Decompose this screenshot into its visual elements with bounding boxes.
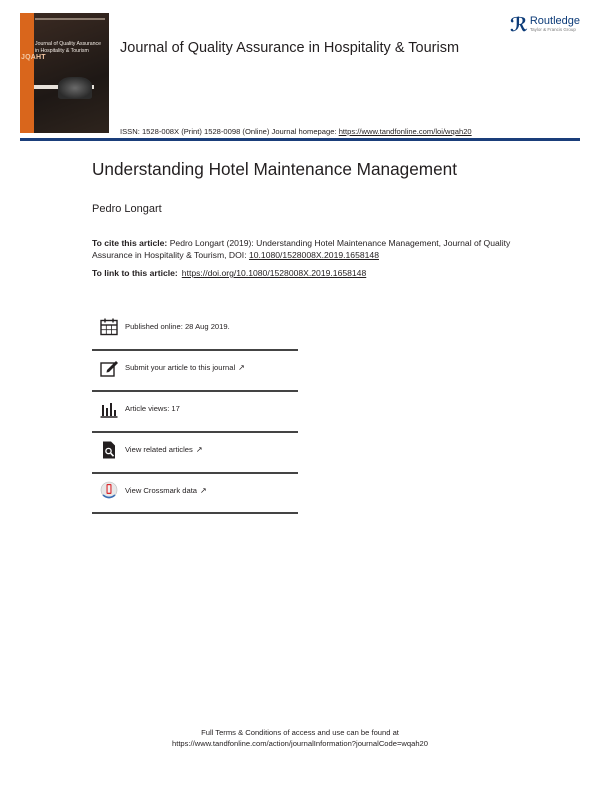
article-link-line [92,268,366,278]
crossmark-label[interactable]: View Crossmark data ↗ [125,486,207,495]
article-title: Understanding Hotel Maintenance Management [92,159,457,179]
submit-article-label[interactable]: Submit your article to this journal ↗ [125,363,245,372]
cover-logo: JQAHT [21,54,46,61]
related-articles-item[interactable] [92,435,298,475]
link-label: To link to this article: [92,268,178,278]
cite-label: To cite this article: [92,238,168,248]
cite-text: Pedro Longart (2019): Understanding Hotel Maintenance Management, Journal of Quality Assurance in Hospitality & Tourism, DOI: [92,238,511,260]
crossmark-item[interactable] [92,476,298,516]
routledge-icon: ℛ [510,15,528,36]
journal-title: Journal of Quality Assurance in Hospitality & Tourism [120,40,460,56]
bar-chart-icon [99,399,119,419]
calendar-icon [99,317,119,337]
journal-homepage-link[interactable]: https://www.tandfonline.com/loi/wqah20 [338,127,472,136]
related-articles-icon [99,440,119,460]
publisher-tagline: Taylor & Francis Group [529,27,576,32]
article-views-label: Article views: 17 [125,404,180,413]
external-link-icon: ↗ [195,445,203,454]
item-divider [92,349,298,351]
item-divider [92,512,298,514]
article-doi-link[interactable]: https://doi.org/10.1080/1528008X.2019.1658148 [181,268,367,278]
cover-title: Journal of Quality Assurance in Hospitality & Tourism [35,41,102,54]
item-divider [92,390,298,392]
header-divider [20,138,580,141]
published-online-item [92,312,298,352]
issn-text: ISSN: 1528-008X (Print) 1528-0098 (Online) Journal homepage: [120,127,337,136]
related-articles-label[interactable]: View related articles ↗ [125,445,203,454]
journal-cover-image [20,13,109,133]
article-views-item [92,394,298,434]
citation-block [92,238,532,261]
article-author: Pedro Longart [92,203,162,215]
submit-article-item[interactable] [92,353,298,393]
issn-line [120,127,472,136]
publisher-logo [510,16,580,35]
external-link-icon: ↗ [238,363,245,372]
footer-line-1: Full Terms & Conditions of access and use can be found at [201,728,399,737]
crossmark-icon [99,481,119,501]
footer-terms-link[interactable]: https://www.tandfonline.com/action/journalInformation?journalCode=wqah20 [171,739,429,748]
cite-doi-link[interactable]: 10.1080/1528008X.2019.1658148 [248,249,379,260]
item-divider [92,431,298,433]
publisher-name: Routledge [529,15,580,27]
edit-icon [99,358,119,378]
footer-terms [100,727,500,749]
external-link-icon: ↗ [200,486,207,495]
published-online-label: Published online: 28 Aug 2019. [125,322,230,331]
item-divider [92,472,298,474]
